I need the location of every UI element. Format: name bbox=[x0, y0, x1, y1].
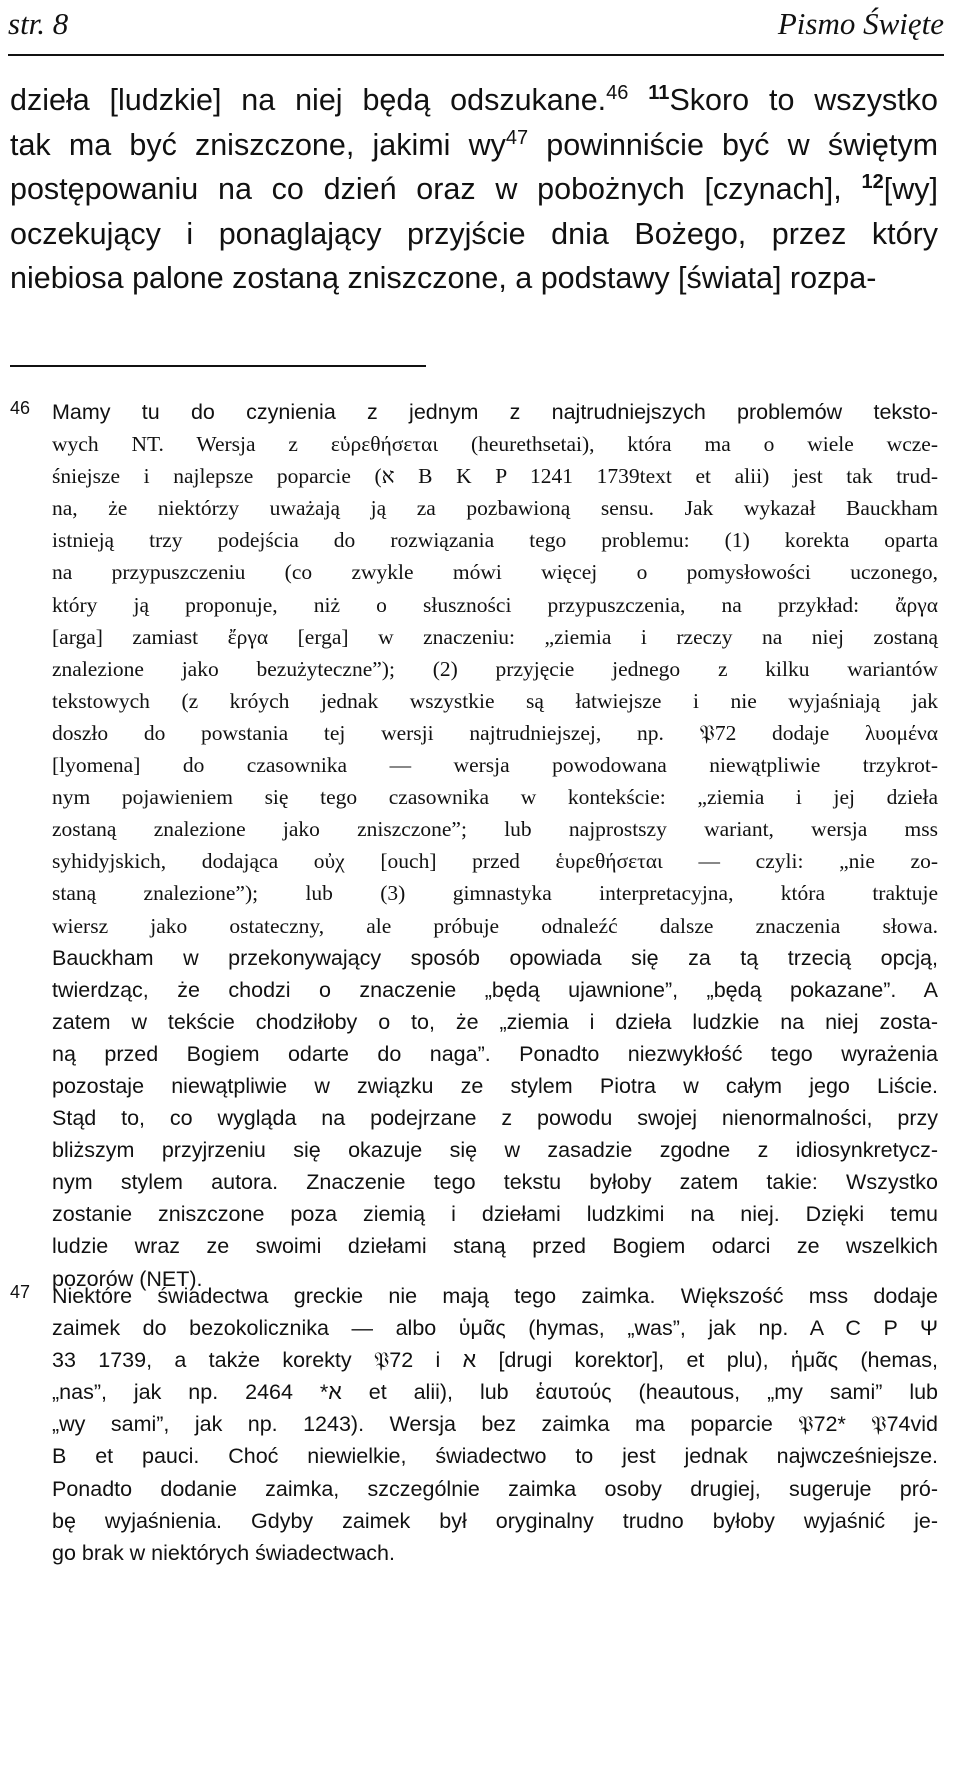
footnote-line: pozostaje niewątpliwie w związku ze stylem Piotra w całym jego Liście. bbox=[52, 1073, 938, 1098]
main-text-segment: powinniście być w świętym bbox=[528, 127, 938, 162]
main-text-segment: Skoro to wszystko bbox=[669, 83, 938, 117]
header-rule bbox=[8, 54, 944, 56]
footnote-separator bbox=[10, 365, 426, 367]
footnote-line: doszło do powstania tej wersji najtrudniejszej, np. 𝔓72 dodaje λυομένα bbox=[52, 720, 938, 745]
footnote-body bbox=[52, 1280, 938, 1569]
footnote-line: zaimek do bezokolicznika — albo ὑμᾶς (hymas, „was”, jak np. A C P Ψ bbox=[52, 1316, 938, 1341]
footnote-line: wych NT. Wersja z εὑρεθήσεται (heurethsetai), która ma o wiele wcze- bbox=[52, 432, 938, 457]
footnote-body bbox=[52, 396, 938, 1295]
footnote-line: „wy sami”, jak np. 1243). Wersja bez zaimka ma poparcie 𝔓72* 𝔓74vid bbox=[52, 1412, 938, 1437]
main-text-segment: dzieła [ludzkie] na niej będą odszukane. bbox=[10, 83, 607, 117]
main-line-2 bbox=[10, 123, 938, 168]
book-title: Pismo Święte bbox=[777, 6, 944, 41]
footnote-line: pozorów (NET). bbox=[52, 1266, 203, 1291]
footnote-ref-47[interactable]: 47 bbox=[505, 126, 529, 149]
footnote-line: [arga] zamiast ἔργα [erga] w znaczeniu: „ziemia i rzeczy na niej zostaną bbox=[52, 624, 938, 649]
footnote-line: istnieją trzy podejścia do rozwiązania tego problemu: (1) korekta oparta bbox=[52, 528, 938, 553]
footnote-line: staną znalezione”); lub (3) gimnastyka interpretacyjna, która traktuje bbox=[52, 881, 938, 906]
footnote-line: który ją proponuje, niż o słuszności przypuszczenia, na przykład: ἄργα bbox=[52, 592, 938, 617]
footnote-line: twierdząc, że chodzi o znaczenie „będą ujawnione”, „będą pokazane”. A bbox=[52, 977, 938, 1002]
footnote-line: zatem w tekście chodziłoby o to, że „ziemia i dzieła ludzkie na niej zosta- bbox=[52, 1009, 938, 1034]
main-line-3 bbox=[10, 167, 938, 212]
main-line-4: oczekujący i ponaglający przyjście dnia Bożego, przez który bbox=[10, 216, 938, 251]
main-line-1 bbox=[10, 78, 938, 123]
footnote-line: „nas”, jak np. א* 2464 et alii), lub ἑαυτούς (heautous, „my sami” lub bbox=[52, 1380, 939, 1405]
footnote-line: Mamy tu do czynienia z jednym z najtrudniejszych problemów teksto- bbox=[52, 400, 938, 424]
footnote-line: Stąd to, co wygląda na podejrzane z powodu swojej nienormalności, przy bbox=[52, 1106, 938, 1131]
footnote-line: Bauckham w przekonywający sposób opowiada się za tą trzecią opcją, bbox=[52, 945, 938, 970]
main-text-segment: postępowaniu na co dzień oraz w pobożnych [czynach], bbox=[10, 172, 862, 206]
running-head bbox=[8, 6, 944, 50]
footnote-line: na, że niektórzy uważają ją za pozbawioną sensu. Jak wykazał Bauckham bbox=[52, 496, 938, 521]
footnote-line: Niektóre świadectwa greckie nie mają tego zaimka. Większość mss dodaje bbox=[52, 1284, 938, 1308]
footnote-line: [lyomena] do czasownika — wersja powodowana niewątpliwie trzykrot- bbox=[52, 753, 938, 778]
page-number: str. 8 bbox=[8, 6, 69, 41]
footnote-line: wiersz jako ostateczny, ale próbuje odnaleźć dalsze znaczenia słowa. bbox=[52, 913, 938, 938]
footnote-line: bę wyjaśnienia. Gdyby zaimek był oryginalny trudno byłoby wyjaśnić je- bbox=[52, 1508, 938, 1533]
footnote-line: ną przed Bogiem odarte do naga”. Ponadto niezwykłość tego wyrażenia bbox=[52, 1041, 938, 1066]
verse-number-11: 11 bbox=[648, 81, 670, 104]
footnote-number: 46 bbox=[10, 398, 31, 418]
footnote-line: znalezione jako bezużyteczne”); (2) przyjęcie jednego z kilku wariantów bbox=[52, 656, 938, 681]
footnote-line: go brak w niektórych świadectwach. bbox=[52, 1540, 395, 1565]
footnote-line: śniejsze i najlepsze poparcie (א B K P 1241 1739text et alii) jest tak trud- bbox=[52, 464, 938, 489]
main-text-segment: [wy] bbox=[883, 172, 938, 206]
footnote-ref-46[interactable]: 46 bbox=[606, 81, 629, 104]
footnote-line: zostaną znalezione jako zniszczone”; lub najprostszy wariant, wersja mss bbox=[52, 817, 938, 842]
footnote-line: nym pojawieniem się tego czasownika w kontekście: „ziemia i jej dzieła bbox=[52, 785, 938, 810]
footnote-line: zostanie zniszczone poza ziemią i dziełami ludzkimi na niej. Dzięki temu bbox=[52, 1202, 938, 1227]
main-line-5: niebiosa palone zostaną zniszczone, a podstawy [świata] rozpa- bbox=[10, 261, 877, 295]
footnote-number: 47 bbox=[10, 1282, 31, 1302]
footnote-line: B et pauci. Choć niewielkie, świadectwo to jest jednak najwcześniejsze. bbox=[52, 1444, 938, 1469]
footnote-line: ludzie wraz ze swoimi dziełami staną przed Bogiem odarci ze wszelkich bbox=[52, 1234, 938, 1259]
verse-number-12: 12 bbox=[861, 170, 884, 193]
footnote-line: nym stylem autora. Znaczenie tego tekstu byłoby zatem takie: Wszystko bbox=[52, 1170, 938, 1195]
main-text bbox=[10, 78, 938, 301]
footnote-line: Ponadto dodanie zaimka, szczególnie zaimka osoby drugiej, sugeruje pró- bbox=[52, 1476, 938, 1501]
footnote-line: 33 1739, a także korekty 𝔓72 i א [drugi korektor], et plu), ἡμᾶς (hemas, bbox=[52, 1348, 938, 1373]
footnote-line: na przypuszczeniu (co zwykle mówi więcej o pomysłowości uczonego, bbox=[52, 560, 938, 585]
footnote-line: bliższym przyjrzeniu się okazuje się w zasadzie zgodne z idiosynkretycz- bbox=[52, 1138, 938, 1163]
footnote-line: tekstowych (z króych jednak wszystkie są łatwiejsze i nie wyjaśniają jak bbox=[52, 688, 938, 713]
footnote-line: syhidyjskich, dodająca οὐχ [ouch] przed ἑυρεθήσεται — czyli: „nie zo- bbox=[52, 849, 938, 874]
main-text-segment: tak ma być zniszczone, jakimi wy bbox=[10, 127, 506, 162]
